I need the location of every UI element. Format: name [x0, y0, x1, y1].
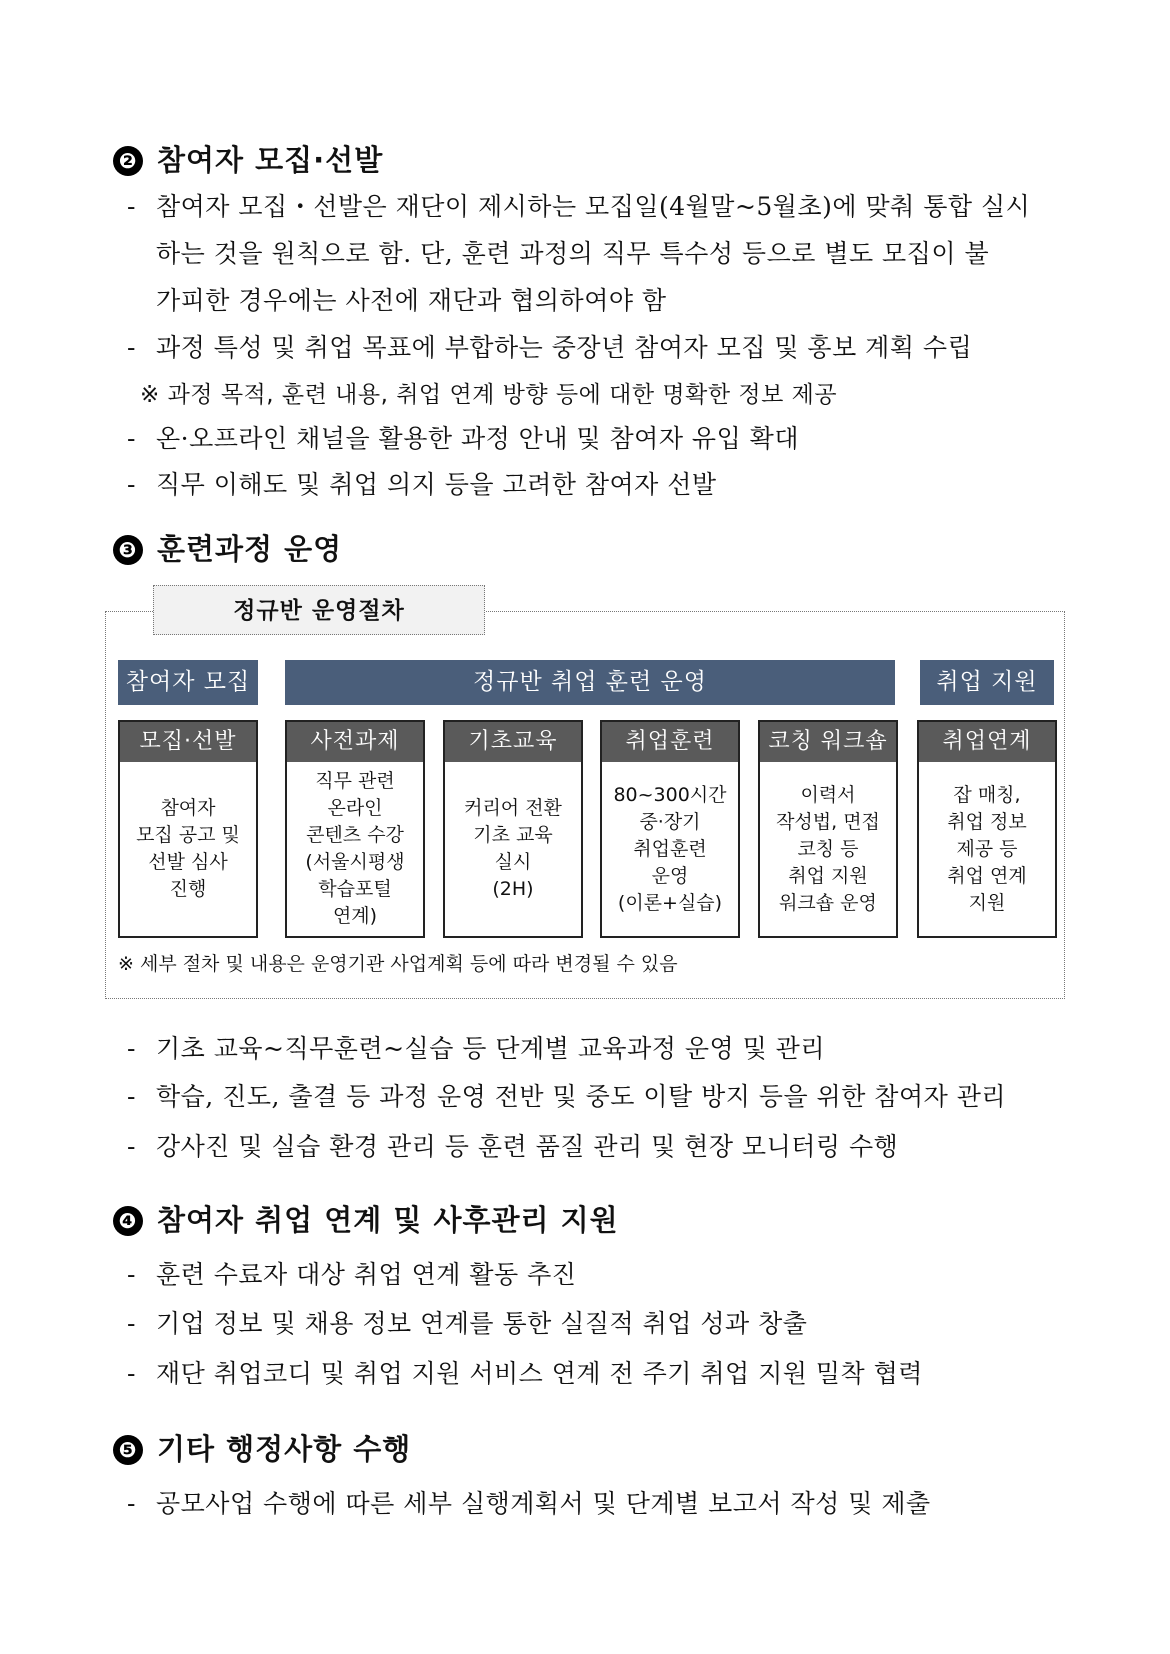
section-5-title: 기타 행정사항 수행 [157, 1432, 412, 1466]
section-3-heading [113, 527, 342, 568]
step-head: 기초교육 [445, 722, 581, 762]
section-2-note: ※ 과정 목적, 훈련 내용, 취업 연계 방향 등에 대한 명확한 정보 제공 [140, 382, 838, 408]
section-4-heading [113, 1198, 619, 1239]
section-5-number: ❺ [113, 1435, 143, 1465]
phase-training: 정규반 취업 훈련 운영 [285, 660, 895, 705]
step-body: 80~300시간 중·장기 취업훈련 운영 (이론+실습) [613, 783, 727, 914]
step-recruit-select [118, 720, 258, 938]
section-2-number: ❷ [113, 146, 143, 176]
section-4-bullet-1: - 훈련 수료자 대상 취업 연계 활동 추진 [127, 1260, 577, 1289]
step-body: 직무 관련 온라인 콘텐츠 수강 (서울시평생 학습포털 연계) [305, 770, 405, 927]
step-job-linkage [917, 720, 1057, 938]
step-basic-education [443, 720, 583, 938]
step-coaching-workshop [758, 720, 898, 938]
step-head: 취업연계 [919, 722, 1055, 762]
section-4-number: ❹ [113, 1206, 143, 1236]
diagram-note: ※ 세부 절차 및 내용은 운영기관 사업계획 등에 따라 변경될 수 있음 [118, 953, 678, 975]
step-body: 잡 매칭, 취업 정보 제공 등 취업 연계 지원 [947, 783, 1027, 914]
phase-job-support: 취업 지원 [920, 660, 1054, 705]
section-3-number: ❸ [113, 535, 143, 565]
section-2-bullet-2: - 과정 특성 및 취업 목표에 부합하는 중장년 참여자 모집 및 홍보 계획 수립 [127, 333, 973, 362]
phase-recruitment: 참여자 모집 [118, 660, 258, 705]
section-3-bullet-3: - 강사진 및 실습 환경 관리 등 훈련 품질 관리 및 현장 모니터링 수행 [127, 1132, 899, 1161]
section-2-bullet-3: - 온·오프라인 채널을 활용한 과정 안내 및 참여자 유입 확대 [127, 424, 799, 453]
step-head: 코칭 워크숍 [760, 722, 896, 762]
section-2-bullet-1-cont: 하는 것을 원칙으로 함. 단, 훈련 과정의 직무 특수성 등으로 별도 모집이 불 [156, 239, 990, 268]
section-5-bullet-1: - 공모사업 수행에 따른 세부 실행계획서 및 단계별 보고서 작성 및 제출 [127, 1489, 931, 1518]
step-pre-assignment [285, 720, 425, 938]
section-3-title: 훈련과정 운영 [157, 532, 343, 566]
step-head: 모집·선발 [120, 722, 256, 762]
step-head: 사전과제 [287, 722, 423, 762]
section-2-bullet-1-cont2: 가피한 경우에는 사전에 재단과 협의하여야 함 [156, 286, 667, 315]
step-job-training [600, 720, 740, 938]
section-4-bullet-3: - 재단 취업코디 및 취업 지원 서비스 연계 전 주기 취업 지원 밀착 협력 [127, 1359, 923, 1388]
step-body: 이력서 작성법, 면접 코칭 등 취업 지원 워크숍 운영 [776, 783, 880, 914]
diagram-title: 정규반 운영절차 [153, 585, 485, 635]
section-2-title: 참여자 모집·선발 [157, 143, 384, 177]
section-2-bullet-1: - 참여자 모집・선발은 재단이 제시하는 모집일(4월말~5월초)에 맞춰 통합 실시 [127, 192, 1031, 221]
section-5-heading [113, 1427, 411, 1468]
section-3-bullet-2: - 학습, 진도, 출결 등 과정 운영 전반 및 중도 이탈 방지 등을 위한 참여자 관리 [127, 1082, 1007, 1111]
step-body: 참여자 모집 공고 및 선발 심사 진행 [136, 797, 240, 900]
step-head: 취업훈련 [602, 722, 738, 762]
section-3-bullet-1: - 기초 교육~직무훈련~실습 등 단계별 교육과정 운영 및 관리 [127, 1034, 825, 1063]
step-body: 커리어 전환 기초 교육 실시 (2H) [464, 797, 562, 900]
section-4-title: 참여자 취업 연계 및 사후관리 지원 [157, 1203, 619, 1237]
section-4-bullet-2: - 기업 정보 및 채용 정보 연계를 통한 실질적 취업 성과 창출 [127, 1309, 808, 1338]
section-2-heading [113, 138, 383, 179]
section-2-bullet-4: - 직무 이해도 및 취업 의지 등을 고려한 참여자 선발 [127, 470, 717, 499]
